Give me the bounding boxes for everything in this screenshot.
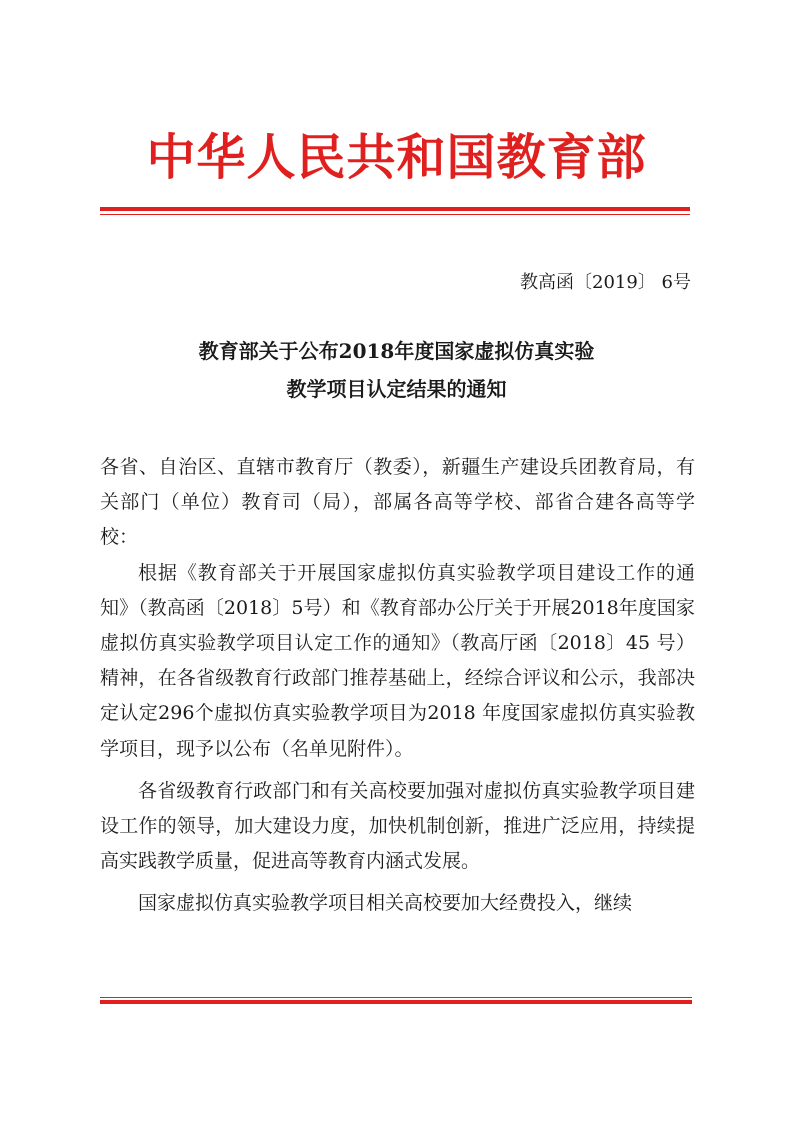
footer-rule-thick <box>100 1000 692 1004</box>
title-line-2: 教学项目认定结果的通知 <box>286 377 507 401</box>
body-paragraph-3: 国家虚拟仿真实验教学项目相关高校要加大经费投入，继续 <box>138 892 633 915</box>
document-body <box>100 450 695 922</box>
masthead-title: 中华人民共和国教育部 <box>146 129 647 186</box>
footer-rule-thin <box>100 997 692 998</box>
document-number: 教高函〔2019〕 6号 <box>520 272 691 293</box>
addressee: 各省、自治区、直辖市教育厅（教委），新疆生产建设兵团教育局，有关部门（单位）教育司（局），部属各高等学校、部省合建各高等学校： <box>100 456 695 549</box>
masthead-rule-thin <box>100 214 690 215</box>
title-line-1: 教育部关于公布2018年度国家虚拟仿真实验 <box>198 339 595 363</box>
masthead-rule-thick <box>100 207 690 211</box>
document-title <box>100 332 693 408</box>
body-paragraph-2: 各省级教育行政部门和有关高校要加强对虚拟仿真实验教学项目建设工作的领导，加大建设力度，加快机制创新，推进广泛应用，持续提高实践教学质量，促进高等教育内涵式发展。 <box>100 779 695 873</box>
body-paragraph-1: 根据《教育部关于开展国家虚拟仿真实验教学项目建设工作的通知》（教高函〔2018〕5号）和《教育部办公厅关于开展2018年度国家虚拟仿真实验教学项目认定工作的通知》（教高厅函〔2018〕45 号）精神，在各省级教育行政部门推荐基础上，经综合评议和公示，我部决定认定296个虚拟仿真实验教学项目为2018 年度国家虚拟仿真实验教学项目，现予以公布（名单见附件）。 <box>100 561 695 760</box>
